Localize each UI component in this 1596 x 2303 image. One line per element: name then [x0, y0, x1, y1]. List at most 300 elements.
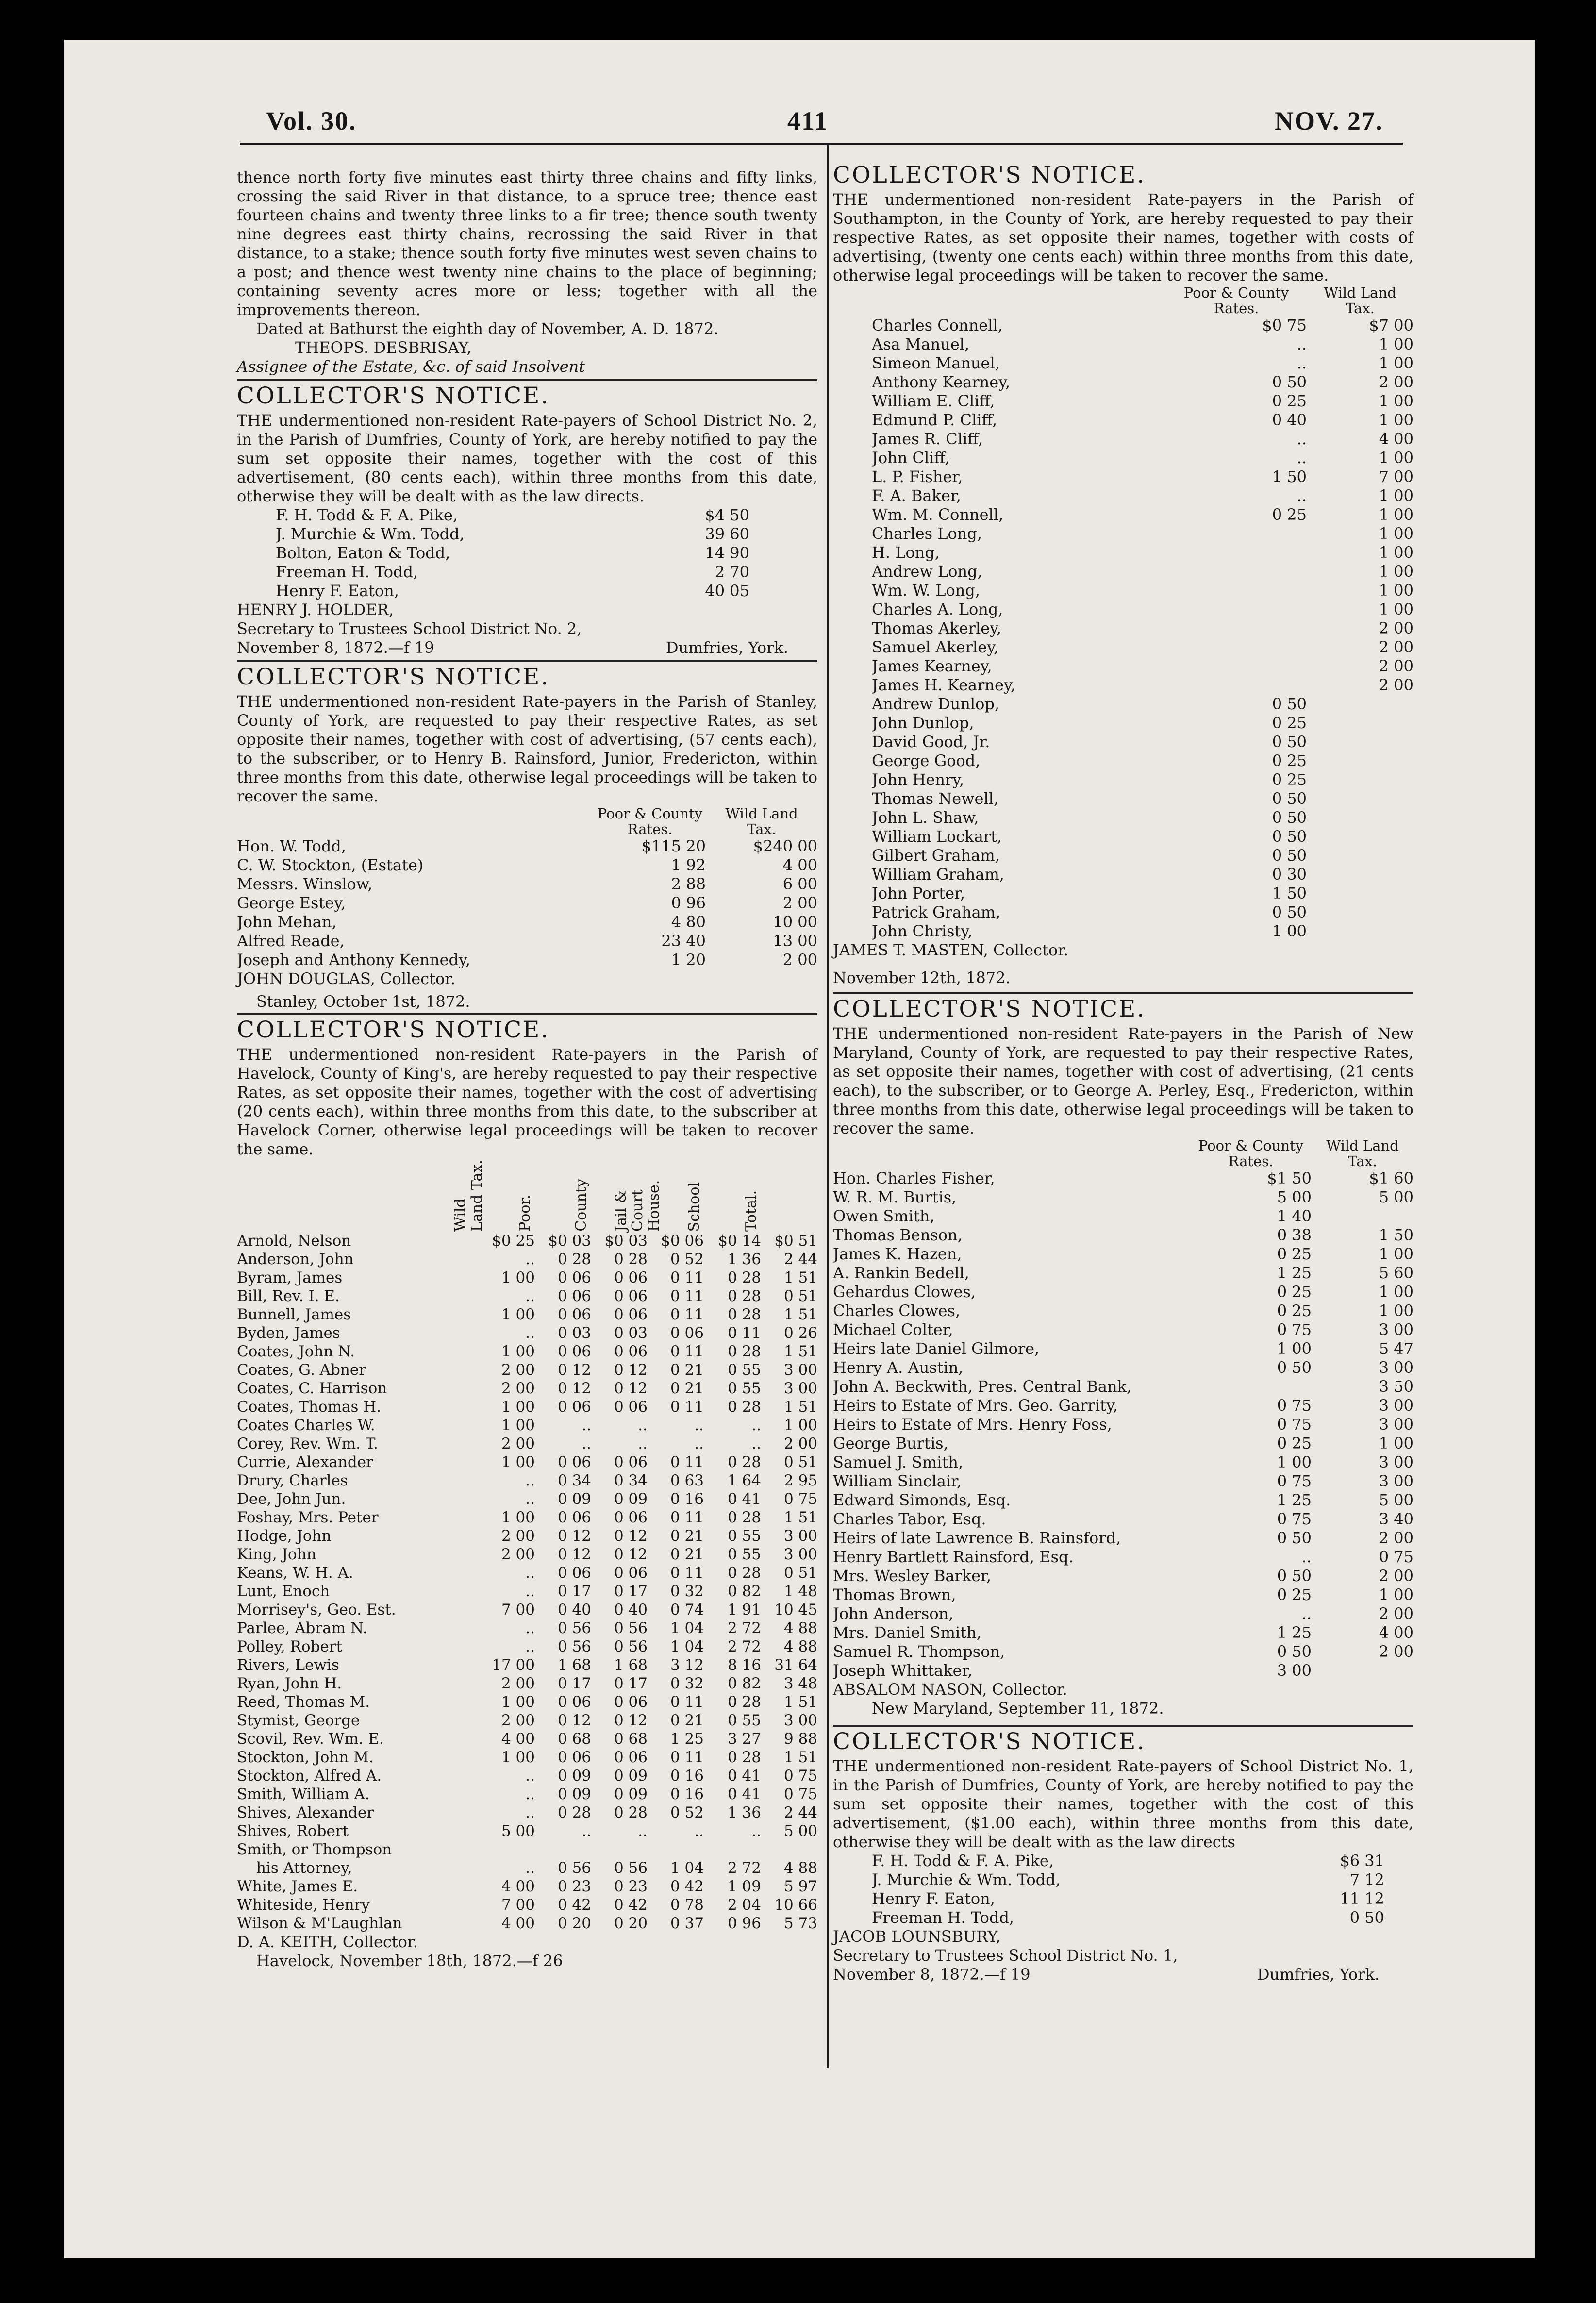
- table-row: [237, 1416, 817, 1435]
- table-row: [872, 1870, 1384, 1889]
- row-value: 2 00: [501, 1675, 535, 1692]
- notice-signer: HENRY J. HOLDER,: [237, 601, 394, 619]
- column-header: Total.: [743, 1190, 760, 1232]
- row-rates: 0 75: [1277, 1396, 1312, 1415]
- intro-section: [237, 168, 817, 376]
- row-name: Messrs. Winslow,: [237, 875, 373, 893]
- table-row: [872, 354, 1413, 373]
- row-value: 0 09: [557, 1767, 591, 1785]
- row-rates: 0 50: [1272, 373, 1307, 391]
- row-value: 0 75: [783, 1786, 817, 1803]
- row-rates: ..: [1297, 335, 1307, 353]
- row-value: 0 06: [614, 1287, 648, 1305]
- row-name: Mrs. Daniel Smith,: [833, 1623, 981, 1642]
- notice-text: THE undermentioned non-resident Rate-payers in the Parish of Havelock, County of King's, are hereby requested to pay their respective Rates, as set opposite their names, together with the cost of advertising (20 cents each), within three months from this date, to the subscriber at Havelock Corner, otherwise legal proceedings will be taken to recover the same.: [237, 1045, 817, 1158]
- row-value: 1 00: [501, 1269, 535, 1286]
- row-tax: 1 00: [1379, 392, 1413, 410]
- row-rates: 0 25: [1272, 751, 1307, 770]
- table-row: [237, 1490, 817, 1508]
- row-value: 0 16: [670, 1767, 704, 1785]
- table-row: [833, 1320, 1413, 1339]
- table-row: [872, 733, 1413, 751]
- column-header-rates: Poor & County Rates.: [1183, 284, 1289, 317]
- row-value: 0 06: [614, 1306, 648, 1323]
- row-tax: 1 00: [1379, 335, 1413, 353]
- row-name: Thomas Newell,: [872, 789, 999, 808]
- row-tax: 3 00: [1379, 1358, 1413, 1377]
- row-tax: 1 00: [1379, 505, 1413, 524]
- row-tax: 5 60: [1379, 1264, 1413, 1282]
- table-row: [833, 1415, 1413, 1434]
- table-row: [872, 865, 1413, 884]
- row-tax: 3 00: [1379, 1415, 1413, 1434]
- row-value: 0 56: [614, 1859, 648, 1877]
- row-rates: 0 25: [1277, 1245, 1312, 1263]
- row-name: Coates, John N.: [237, 1343, 355, 1360]
- row-value: 0 06: [614, 1509, 648, 1526]
- column-header-rates: Poor & County Rates.: [1198, 1137, 1304, 1169]
- row-tax: [1307, 695, 1413, 714]
- row-rates: 0 50: [1272, 827, 1307, 846]
- row-value: 0 06: [670, 1324, 704, 1342]
- row-rates: 0 25: [1272, 392, 1307, 410]
- notice-rows: [237, 837, 817, 969]
- row-tax: [1307, 922, 1413, 941]
- row-amount: 7 12: [1349, 1870, 1384, 1889]
- row-name: Thomas Brown,: [833, 1585, 956, 1604]
- row-value: 0 28: [727, 1269, 761, 1286]
- row-rates: 0 50: [1277, 1358, 1312, 1377]
- row-value: 0 68: [614, 1730, 648, 1748]
- column-header: Poor.: [516, 1195, 533, 1232]
- intro-dated: Dated at Bathurst the eighth day of November, A. D. 1872.: [256, 319, 719, 338]
- row-value: $0 03: [604, 1232, 648, 1250]
- row-value: 0 78: [670, 1896, 704, 1914]
- issue-date: NOV. 27.: [1275, 106, 1383, 135]
- row-value: ..: [525, 1638, 535, 1655]
- row-value: 3 00: [783, 1546, 817, 1563]
- row-value: 0 28: [727, 1749, 761, 1766]
- row-value: 0 17: [557, 1583, 591, 1600]
- row-name: J. Murchie & Wm. Todd,: [276, 525, 465, 543]
- notice-new-maryland: [833, 994, 1413, 1718]
- table-row: [833, 1453, 1413, 1472]
- table-row: [833, 1623, 1413, 1642]
- row-name: John L. Shaw,: [872, 808, 979, 827]
- table-row: [872, 676, 1413, 695]
- row-name: Corey, Rev. Wm. T.: [237, 1435, 378, 1452]
- table-row: [872, 657, 1413, 676]
- row-value: 0 06: [557, 1269, 591, 1286]
- row-value: 0 06: [614, 1398, 648, 1416]
- row-tax: [1307, 884, 1413, 903]
- table-row: [237, 1803, 817, 1822]
- row-name: William Sinclair,: [833, 1472, 962, 1490]
- notice-title: COLLECTOR'S NOTICE.: [833, 1728, 1146, 1755]
- row-rates: 0 38: [1277, 1226, 1312, 1244]
- row-name: Alfred Reade,: [237, 932, 345, 950]
- row-value: 0 40: [557, 1601, 591, 1619]
- column-divider: [827, 145, 829, 2068]
- row-name: Shives, Alexander: [237, 1804, 374, 1821]
- row-tax: [1307, 827, 1413, 846]
- row-tax: 0 75: [1379, 1548, 1413, 1566]
- table-row: [833, 1491, 1413, 1510]
- row-name: White, James E.: [237, 1878, 358, 1895]
- row-name: Henry A. Austin,: [833, 1358, 964, 1377]
- table-row: [833, 1283, 1413, 1302]
- row-tax: 1 00: [1379, 449, 1413, 467]
- row-name: Foshay, Mrs. Peter: [237, 1509, 379, 1526]
- row-name: Coates Charles W.: [237, 1417, 375, 1434]
- notice-footer: [833, 1965, 1413, 1984]
- row-rates: 0 25: [1272, 770, 1307, 789]
- row-tax: [1307, 789, 1413, 808]
- column-header-tax: Wild Land Tax.: [725, 805, 798, 837]
- row-value: 0 11: [670, 1287, 704, 1305]
- row-value: 1 51: [783, 1693, 817, 1711]
- row-value: 0 12: [557, 1712, 591, 1729]
- left-column: [237, 168, 817, 1970]
- row-tax: 2 00: [782, 894, 817, 912]
- row-value: ..: [525, 1324, 535, 1342]
- row-rates: ..: [1297, 486, 1307, 505]
- row-name: C. W. Stockton, (Estate): [237, 856, 424, 874]
- row-tax: 2 00: [1379, 1642, 1413, 1661]
- row-name: James H. Kearney,: [872, 676, 1015, 694]
- table-row: [237, 1324, 817, 1342]
- row-name: A. Rankin Bedell,: [833, 1264, 969, 1282]
- row-name: Byram, James: [237, 1269, 343, 1286]
- row-value: 0 06: [614, 1453, 648, 1471]
- row-value: 3 00: [783, 1361, 817, 1379]
- row-value: 2 72: [727, 1638, 761, 1655]
- row-tax: 4 00: [1379, 1623, 1413, 1642]
- row-name: Anthony Kearney,: [872, 373, 1011, 391]
- row-tax: 3 50: [1379, 1377, 1413, 1396]
- row-name: Ryan, John H.: [237, 1675, 342, 1692]
- row-name: George Good,: [872, 751, 981, 770]
- table-row: [872, 903, 1413, 922]
- row-value: 0 28: [614, 1804, 648, 1821]
- table-row: [237, 1564, 817, 1582]
- row-value: 5 73: [783, 1915, 817, 1932]
- row-name: Lunt, Enoch: [237, 1583, 330, 1600]
- row-value: 0 06: [557, 1564, 591, 1582]
- row-name: Heirs to Estate of Mrs. Henry Foss,: [833, 1415, 1112, 1434]
- row-name: William Graham,: [872, 865, 1004, 884]
- row-value: 0 16: [670, 1490, 704, 1508]
- row-name: Henry F. Eaton,: [872, 1889, 995, 1908]
- row-amount: $4 50: [705, 506, 749, 524]
- row-name: Simeon Manuel,: [872, 354, 1000, 372]
- table-row: [237, 1711, 817, 1730]
- row-value: 0 11: [670, 1306, 704, 1323]
- table-row: [237, 1453, 817, 1471]
- row-value: 0 55: [727, 1361, 761, 1379]
- row-tax: 1 00: [1379, 1302, 1413, 1320]
- notice-signer: JOHN DOUGLAS, Collector.: [237, 969, 456, 988]
- row-value: 8 16: [727, 1656, 761, 1674]
- notice-date: November 12th, 1872.: [833, 968, 1011, 987]
- row-value: 0 03: [614, 1324, 648, 1342]
- row-value: 0 26: [783, 1324, 817, 1342]
- row-value: $0 25: [492, 1232, 535, 1250]
- table-row: [872, 430, 1413, 449]
- row-value: [761, 1840, 817, 1859]
- row-rates: 1 00: [1277, 1339, 1312, 1358]
- row-name: Dee, John Jun.: [237, 1490, 346, 1508]
- row-rates: [1200, 657, 1307, 676]
- intro-signer-role: Assignee of the Estate, &c. of said Insolvent: [237, 357, 585, 376]
- row-rates: 0 25: [1272, 714, 1307, 732]
- row-name: John Cliff,: [872, 449, 950, 467]
- row-value: ..: [525, 1287, 535, 1305]
- row-value: 2 44: [783, 1251, 817, 1268]
- row-value: 0 55: [727, 1380, 761, 1397]
- row-rates: 1 25: [1277, 1264, 1312, 1282]
- row-value: 0 06: [557, 1306, 591, 1323]
- notice-rows: [237, 506, 817, 601]
- column-header-cell: [610, 1159, 666, 1232]
- row-value: ..: [638, 1417, 648, 1434]
- row-amount: 40 05: [705, 582, 749, 600]
- column-header-rates: Poor & County Rates.: [597, 805, 703, 837]
- row-name: Wm. M. Connell,: [872, 505, 1004, 524]
- column-header-cell: [666, 1182, 723, 1232]
- notice-text: THE undermentioned non-resident Rate-payers in the Parish of Stanley, County of York, are requested to pay their respective Rates, as set opposite their names, together with cost of advertising, (57 cents each), to the subscriber, or to Henry B. Rainsford, Junior, Fredericton, within three months from this date, otherwise legal proceedings will be taken to recover the same.: [237, 692, 817, 805]
- notice-rows: [237, 1232, 817, 1933]
- row-value: 0 06: [557, 1343, 591, 1360]
- row-amount: 39 60: [705, 525, 749, 543]
- row-value: ..: [582, 1435, 591, 1452]
- row-value: 1 51: [783, 1306, 817, 1323]
- row-value: 4 00: [501, 1878, 535, 1895]
- row-value: 2 00: [501, 1527, 535, 1545]
- row-name: Stymist, George: [237, 1712, 360, 1729]
- table-row: [872, 714, 1413, 733]
- row-name: Currie, Alexander: [237, 1453, 373, 1471]
- notice-date: Havelock, November 18th, 1872.—f 26: [256, 1952, 563, 1970]
- row-value: 0 09: [614, 1786, 648, 1803]
- notice-dumfries-district-2: [237, 381, 817, 657]
- row-value: 0 56: [557, 1859, 591, 1877]
- row-value: 0 28: [727, 1287, 761, 1305]
- row-value: 0 28: [557, 1251, 591, 1268]
- table-row: [237, 1379, 817, 1398]
- row-name: F. A. Baker,: [872, 486, 961, 505]
- notice-rows: [833, 1852, 1413, 1927]
- row-value: 0 21: [670, 1527, 704, 1545]
- column-header-tax: Wild Land Tax.: [1324, 284, 1396, 317]
- table-row: [237, 1582, 817, 1601]
- table-row: [872, 486, 1413, 505]
- row-value: 1 00: [501, 1306, 535, 1323]
- row-tax: 2 00: [1379, 373, 1413, 391]
- notice-signer-role: Secretary to Trustees School District No. 1,: [833, 1946, 1178, 1965]
- row-value: 0 28: [727, 1693, 761, 1711]
- row-value: 1 68: [614, 1656, 648, 1674]
- row-value: 0 34: [557, 1472, 591, 1489]
- table-row: [833, 1510, 1413, 1529]
- row-value: 0 06: [614, 1693, 648, 1711]
- row-name: Gehardus Clowes,: [833, 1283, 976, 1301]
- table-row: [237, 1730, 817, 1748]
- row-rates: 1 25: [1277, 1623, 1312, 1642]
- row-value: 1 00: [501, 1509, 535, 1526]
- row-tax: 1 00: [1379, 600, 1413, 618]
- column-header: School: [686, 1182, 703, 1232]
- row-name: Morrisey's, Geo. Est.: [237, 1601, 396, 1619]
- row-value: 0 82: [727, 1583, 761, 1600]
- row-value: 0 06: [557, 1398, 591, 1416]
- row-rates: ..: [1297, 449, 1307, 467]
- table-row: [237, 1637, 817, 1656]
- row-name: his Attorney,: [256, 1859, 352, 1877]
- row-value: 0 56: [557, 1619, 591, 1637]
- table-row: [833, 1642, 1413, 1661]
- row-name: Charles A. Long,: [872, 600, 1003, 618]
- table-row: [872, 1852, 1384, 1870]
- row-value: 3 27: [727, 1730, 761, 1748]
- table-row: [833, 1604, 1413, 1623]
- row-value: 0 06: [614, 1343, 648, 1360]
- row-rates: [1200, 524, 1307, 543]
- row-rates: 4 80: [671, 913, 706, 931]
- table-row: [237, 1748, 817, 1767]
- row-value: ..: [694, 1435, 704, 1452]
- table-row: [833, 1396, 1413, 1415]
- table-row: [237, 1342, 817, 1361]
- row-value: 0 74: [670, 1601, 704, 1619]
- row-value: 0 56: [557, 1638, 591, 1655]
- row-value: 17 00: [492, 1656, 535, 1674]
- row-name: David Good, Jr.: [872, 733, 990, 751]
- notice-stanley: [237, 662, 817, 1011]
- row-value: 0 41: [727, 1786, 761, 1803]
- row-value: 4 00: [501, 1915, 535, 1932]
- table-row: [237, 1398, 817, 1416]
- row-name: Thomas Benson,: [833, 1226, 963, 1244]
- row-value: 2 04: [727, 1896, 761, 1914]
- column-header-cell: [723, 1190, 780, 1232]
- row-value: 0 11: [670, 1453, 704, 1471]
- row-name: Edmund P. Cliff,: [872, 411, 998, 429]
- notice-title: COLLECTOR'S NOTICE.: [833, 162, 1146, 188]
- row-tax: 5 00: [1379, 1491, 1413, 1509]
- row-rates: 0 25: [1277, 1302, 1312, 1320]
- table-row: [237, 1268, 817, 1287]
- table-row: [237, 1527, 817, 1545]
- row-value: 0 12: [614, 1712, 648, 1729]
- row-tax: 3 00: [1379, 1320, 1413, 1339]
- row-value: 2 00: [783, 1435, 817, 1452]
- row-tax: 2 00: [1379, 1529, 1413, 1547]
- row-name: Heirs to Estate of Mrs. Geo. Garrity,: [833, 1396, 1118, 1415]
- row-rates: 1 92: [671, 856, 706, 874]
- row-value: 1 04: [670, 1638, 704, 1655]
- row-rates: 0 50: [1277, 1642, 1312, 1661]
- table-row: [276, 582, 749, 601]
- row-value: 0 17: [614, 1583, 648, 1600]
- row-name: Charles Tabor, Esq.: [833, 1510, 986, 1528]
- row-rates: 1 50: [1272, 884, 1307, 902]
- row-value: 7 00: [501, 1601, 535, 1619]
- row-value: 1 09: [727, 1878, 761, 1895]
- notice-havelock: [237, 1015, 817, 1970]
- row-value: 0 11: [670, 1509, 704, 1526]
- notice-southampton: [833, 160, 1413, 987]
- row-name: Bill, Rev. I. E.: [237, 1287, 340, 1305]
- row-value: 1 00: [501, 1398, 535, 1416]
- intro-signer: THEOPS. DESBRISAY,: [295, 338, 472, 357]
- row-tax: 6 00: [782, 875, 817, 893]
- row-name: Samuel J. Smith,: [833, 1453, 964, 1471]
- row-value: 0 21: [670, 1712, 704, 1729]
- table-row: [872, 827, 1413, 846]
- row-value: 0 96: [727, 1915, 761, 1932]
- row-rates: 0 50: [1272, 733, 1307, 751]
- table-row: [872, 1889, 1384, 1908]
- row-value: 0 12: [614, 1527, 648, 1545]
- row-value: 0 28: [727, 1453, 761, 1471]
- row-value: 0 51: [783, 1564, 817, 1582]
- column-headers: [833, 285, 1413, 316]
- table-row: [237, 913, 817, 932]
- row-value: ..: [525, 1564, 535, 1582]
- row-value: 2 95: [783, 1472, 817, 1489]
- row-rates: [1200, 676, 1307, 695]
- intro-text: thence north forty five minutes east thirty three chains and fifty links, crossing the said River in that distance, to a spruce tree; thence east fourteen chains and twenty three links to a fir tree; thence south twenty nine degrees east thirty chains, recrossing the said River in that distance, to a stake; thence south forty five minutes west seven chains to a post; and thence west twenty nine chains to the place of beginning; containing seventy acres more or less; together with all the improvements thereon.: [237, 168, 817, 319]
- row-name: Charles Connell,: [872, 316, 1003, 334]
- row-name: Wilson & M'Laughlan: [237, 1915, 402, 1932]
- row-name: Mrs. Wesley Barker,: [833, 1567, 992, 1585]
- row-value: ..: [582, 1417, 591, 1434]
- row-value: 1 00: [501, 1693, 535, 1711]
- volume-number: Vol. 30.: [266, 106, 357, 135]
- table-row: [872, 922, 1413, 941]
- row-name: W. R. M. Burtis,: [833, 1188, 957, 1206]
- row-value: 1 00: [501, 1749, 535, 1766]
- row-rates: 0 96: [671, 894, 706, 912]
- row-tax: 1 00: [1379, 486, 1413, 505]
- table-row: [872, 449, 1413, 467]
- row-value: 1 00: [501, 1453, 535, 1471]
- column-header: Wild Land Tax.: [452, 1160, 485, 1232]
- row-value: 0 41: [727, 1767, 761, 1785]
- row-amount: 0 50: [1349, 1908, 1384, 1927]
- notice-text: THE undermentioned non-resident Rate-payers of School District No. 1, in the Parish of Dumfries, County of York, are hereby notified to pay the sum set opposite their names, together with the cost of this advertisement, ($1.00 each), within three months from this date, otherwise they will be dealt with as the law directs: [833, 1757, 1413, 1851]
- column-header-tax: Wild Land Tax.: [1326, 1137, 1399, 1169]
- row-rates: ..: [1297, 354, 1307, 372]
- table-row: [237, 1914, 817, 1933]
- notice-rows: [833, 316, 1413, 941]
- table-row: [872, 392, 1413, 411]
- row-tax: [1307, 714, 1413, 733]
- row-value: 1 51: [783, 1749, 817, 1766]
- row-name: Samuel Akerley,: [872, 638, 999, 656]
- column-headers: [237, 806, 817, 837]
- row-value: 1 00: [501, 1343, 535, 1360]
- row-value: 1 64: [727, 1472, 761, 1489]
- table-row: [833, 1207, 1413, 1226]
- row-value: 0 55: [727, 1712, 761, 1729]
- row-value: ..: [525, 1251, 535, 1268]
- table-row: [872, 619, 1413, 638]
- row-value: 0 63: [670, 1472, 704, 1489]
- row-tax: [1307, 808, 1413, 827]
- row-value: 0 28: [727, 1343, 761, 1360]
